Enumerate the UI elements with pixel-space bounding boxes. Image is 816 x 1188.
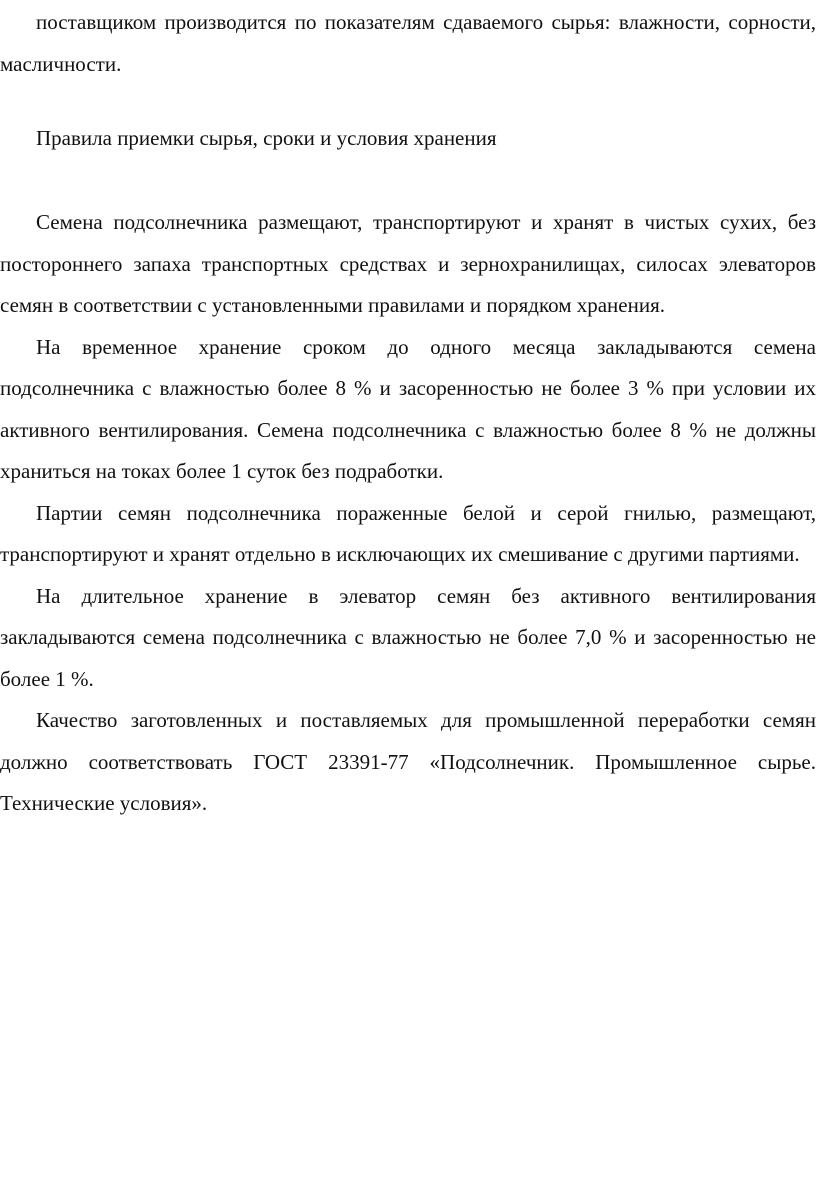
continuation-block: [0, 2, 816, 85]
paragraph-temporary-storage: На временное хранение сроком до одного месяца закладываются семена подсолнечника с влажностью более 8 % и засоренностью не более 3 % при условии их активного вентилирования. Семена подсолнечника с влажностью более 8 % не должны храниться на токах более 1 суток без подработки.: [0, 334, 816, 483]
section-heading-block: [0, 118, 816, 160]
paragraph-quality-standard: Качество заготовленных и поставляемых для промышленной переработки семян должно соответствовать ГОСТ 23391-77 «Подсолнечник. Промышленное сырье. Технические условия».: [0, 708, 816, 815]
body-text: [0, 202, 816, 825]
section-heading: Правила приемки сырья, сроки и условия хранения: [36, 126, 497, 150]
paragraph-long-term-storage: На длительное хранение в элеватор семян без активного вентилирования закладываются семена подсолнечника с влажностью не более 7,0 % и засоренностью не более 1 %.: [0, 583, 816, 691]
paragraph-storage-conditions: Семена подсолнечника размещают, транспортируют и хранят в чистых сухих, без постороннего запаха транспортных средствах и зернохранилищах, силосах элеваторов семян в соответствии с установленными правилами и порядком хранения.: [0, 210, 816, 317]
continuation-paragraph: поставщиком производится по показателям сдаваемого сырья: влажности, сорности, масличности.: [0, 10, 816, 76]
paragraph-infected-lots: Партии семян подсолнечника пораженные белой и серой гнилью, размещают, транспортируют и хранят отдельно в исключающих их смешивание с другими партиями.: [0, 500, 816, 566]
